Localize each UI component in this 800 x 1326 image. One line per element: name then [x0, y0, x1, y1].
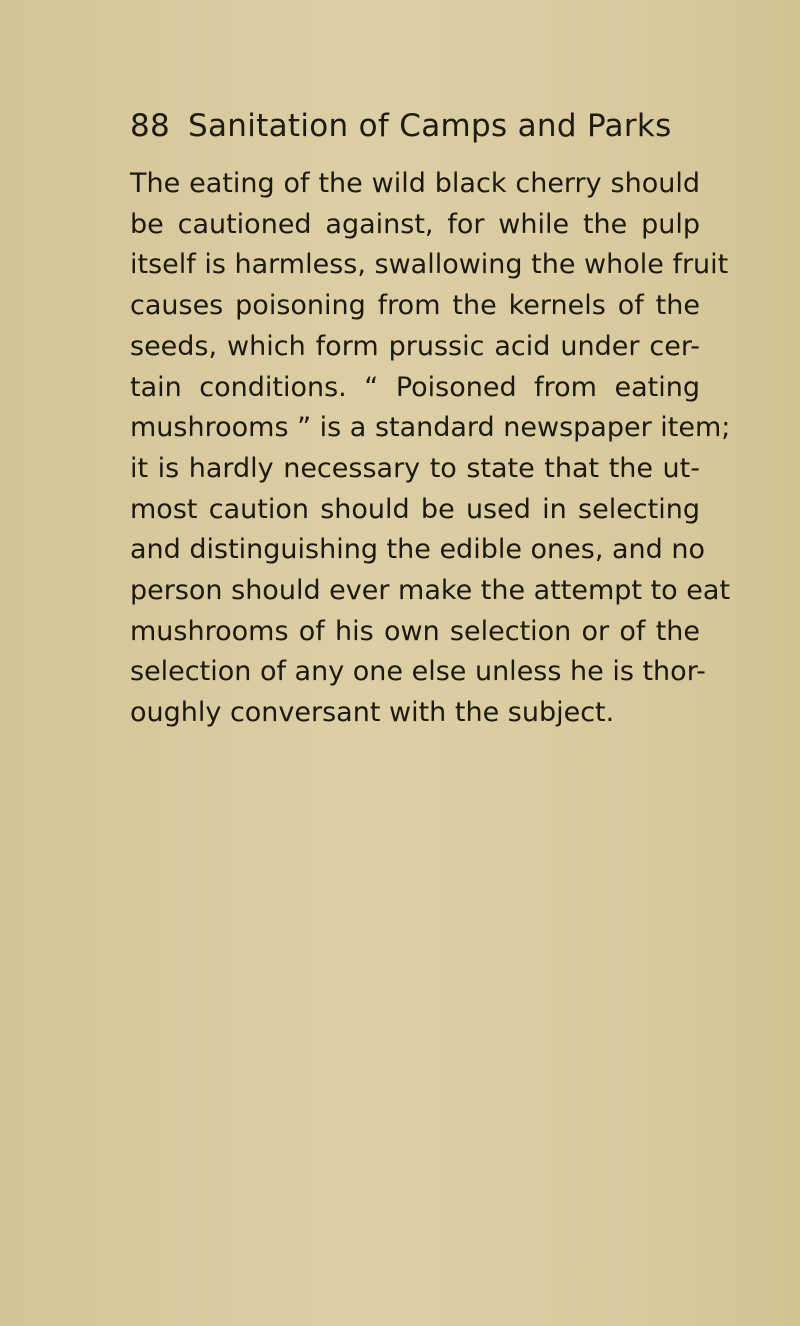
running-title: Sanitation of Camps and Parks: [188, 108, 672, 144]
text-line: itself is harmless, swallowing the whole fruit: [130, 249, 729, 281]
text-line: tain conditions. “ Poisoned from eating: [130, 371, 700, 403]
text-line: seeds, which form prussic acid under cer-: [130, 330, 700, 362]
text-line: mushrooms of his own selection or of the: [130, 615, 700, 647]
page-number: 88: [130, 108, 171, 144]
body-paragraph: [130, 164, 731, 734]
text-line: it is hardly necessary to state that the ut-: [130, 452, 700, 484]
text-line: selection of any one else unless he is thor-: [130, 656, 706, 688]
text-line: causes poisoning from the kernels of the: [130, 290, 700, 322]
text-line: and distinguishing the edible ones, and no: [130, 534, 706, 566]
text-line: The eating of the wild black cherry should: [130, 168, 700, 199]
text-line: mushrooms ” is a standard newspaper item;: [130, 412, 731, 444]
text-line: be cautioned against, for while the pulp: [130, 208, 700, 240]
running-head: [130, 108, 672, 144]
text-line: person should ever make the attempt to eat: [130, 575, 731, 607]
text-line: most caution should be used in selecting: [130, 493, 700, 525]
text-line: oughly conversant with the subject.: [130, 697, 615, 729]
